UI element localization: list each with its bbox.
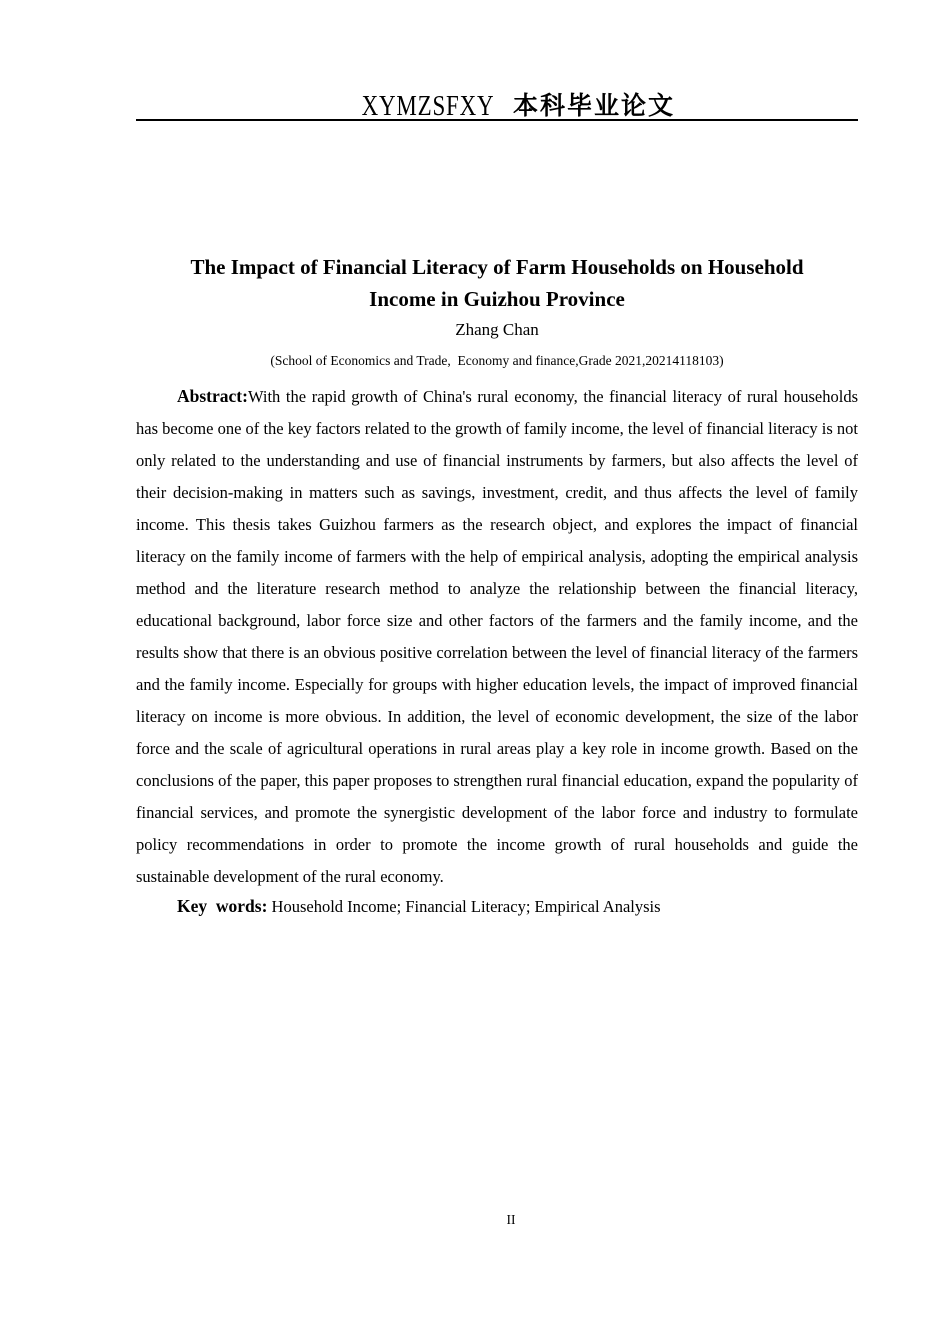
header-divider-rule	[136, 119, 858, 121]
abstract-paragraph	[136, 380, 858, 893]
abstract-label: Abstract:	[177, 386, 248, 406]
abstract-text: With the rapid growth of China's rural economy, the financial literacy of rural households has become one of the key factors related to the growth of family income, the level of financial literacy is not only related to the understanding and use of financial instruments by farmers, but also affects the level of their decision-making in matters such as savings, investment, credit, and thus affects the level of family income. This thesis takes Guizhou farmers as the research object, and explores the impact of financial literacy on the family income of farmers with the help of empirical analysis, adopting the empirical analysis method and the literature research method to analyze the relationship between the financial literacy, educational background, labor force size and other factors of the farmers and the family income, and the results show that there is an obvious positive correlation between the level of financial literacy of the farmers and the family income. Especially for groups with higher education levels, the impact of improved financial literacy on income is more obvious. In addition, the level of economic development, the size of the labor force and the scale of agricultural operations in rural areas play a key role in income growth. Based on the conclusions of the paper, this paper proposes to strengthen rural financial education, expand the popularity of financial services, and promote the synergistic development of the labor force and industry to formulate policy recommendations in order to promote the income growth of rural households and guide the sustainable development of the rural economy.	[136, 387, 858, 886]
keywords-label: Key words:	[177, 896, 268, 916]
header-school-code: XYMZSFXY	[361, 91, 495, 122]
paper-title-line-1: The Impact of Financial Literacy of Farm Households on Household	[190, 255, 804, 279]
paper-title	[136, 251, 858, 315]
author-affiliation: (School of Economics and Trade, Economy and finance,Grade 2021,20214118103)	[270, 353, 724, 368]
page-number: II	[506, 1212, 516, 1227]
keywords-line	[136, 890, 858, 923]
paper-title-line-2: Income in Guizhou Province	[369, 287, 625, 311]
page-header	[136, 86, 858, 123]
header-thesis-label: 本科毕业论文	[513, 93, 676, 120]
author-name: Zhang Chan	[455, 320, 539, 339]
keywords-text: Household Income; Financial Literacy; Empirical Analysis	[267, 897, 661, 916]
